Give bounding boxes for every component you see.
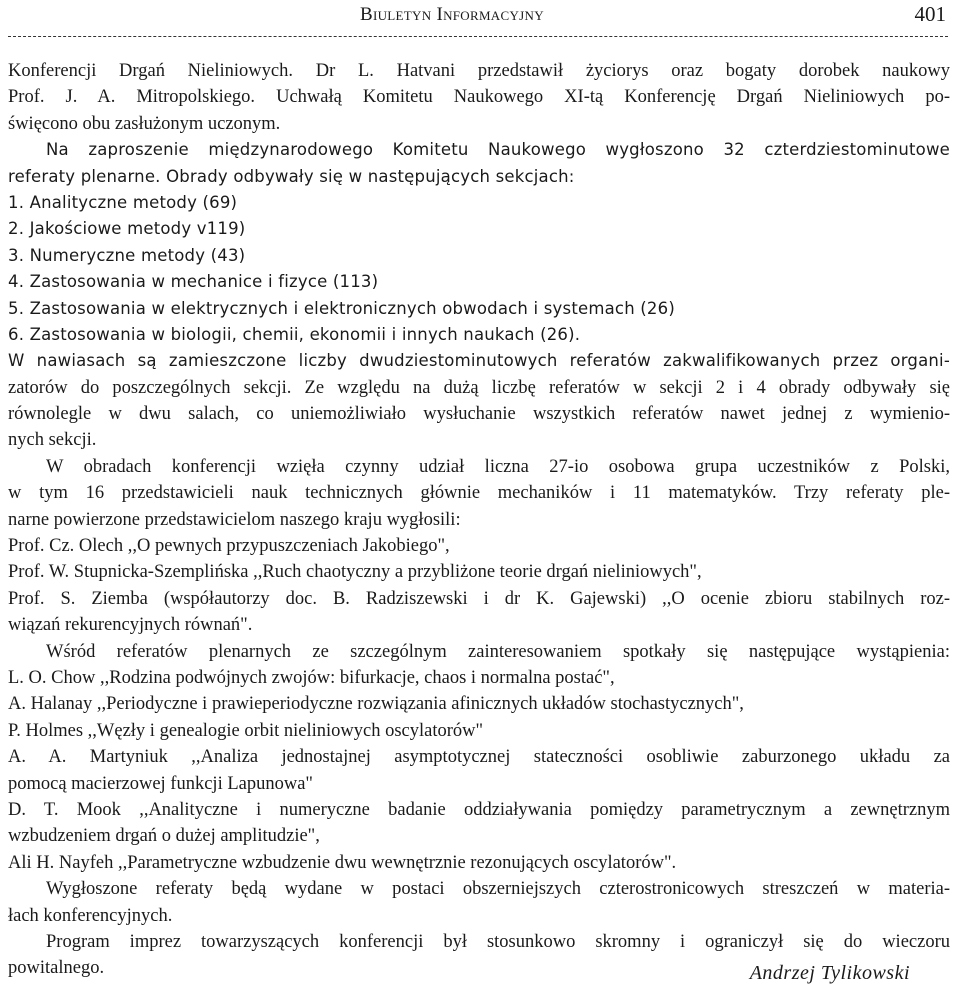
article-body xyxy=(8,58,950,982)
text-line: wiązań rekurencyjnych równań". xyxy=(8,615,253,636)
section-list-item: 5. Zastosowania w elektrycznych i elektronicznych obwodach i systemach (26) xyxy=(8,298,675,318)
text-line: Prof. J. A. Mitropolskiego. Uchwałą Komitetu Naukowego XI-tą Konferencję Drgań Nieliniowych po- xyxy=(8,87,950,108)
section-list-item: 4. Zastosowania w mechanice i fizyce (113) xyxy=(8,272,379,292)
plenary-talk-item: Prof. W. Stupnicka-Szemplińska ,,Ruch chaotyczny a przybliżone teorie drgań nieliniowych", xyxy=(8,562,702,583)
text-line: w tym 16 przedstawicieli nauk technicznych głównie mechaników i 11 matematyków. Trzy referaty ple- xyxy=(8,483,950,504)
featured-talk-item: D. T. Mook ,,Analityczne i numeryczne badanie oddziaływania pomiędzy parametrycznym a zewnętrznym xyxy=(8,799,950,820)
text-line: referaty plenarne. Obrady odbywały się w następujących sekcjach: xyxy=(8,166,575,186)
text-line: Na zaproszenie międzynarodowego Komitetu Naukowego wygłoszono 32 czterdziestominutowe xyxy=(46,140,950,160)
header-divider xyxy=(8,36,948,37)
page-number: 401 xyxy=(914,2,946,26)
featured-talk-item: Ali H. Nayfeh ,,Parametryczne wzbudzenie dwu wewnętrznie rezonujących oscylatorów". xyxy=(8,852,677,873)
text-line: W nawiasach są zamieszczone liczby dwudziestominutowych referatów zakwalifikowanych przez organi- xyxy=(8,351,950,371)
text-line: W obradach konferencji wzięła czynny udział liczna 27-io osobowa grupa uczestników z Polski, xyxy=(46,456,950,477)
featured-talk-item: L. O. Chow ,,Rodzina podwójnych zwojów: bifurkacje, chaos i normalna postać", xyxy=(8,667,615,688)
text-line: wzbudzeniem drgań o dużej amplitudzie", xyxy=(8,826,320,847)
journal-title: Biuletyn Informacyjny xyxy=(360,4,544,25)
featured-talk-item: A. A. Martyniuk ,,Analiza jednostajnej asymptotycznej stateczności osobliwie zaburzonego układu za xyxy=(8,747,950,768)
page-header xyxy=(0,0,960,40)
section-list-item: 1. Analityczne metody (69) xyxy=(8,192,238,212)
text-line: powitalnego. xyxy=(8,958,105,979)
text-line: święcono obu zasłużonym uczonym. xyxy=(8,113,281,134)
featured-talk-item: A. Halanay ,,Periodyczne i prawieperiodyczne rozwiązania afinicznych układów stochastycznych", xyxy=(8,694,744,715)
text-line: Wygłoszone referaty będą wydane w postaci obszerniejszych czterostronicowych streszczeń w materia- xyxy=(46,879,950,900)
text-line: Program imprez towarzyszących konferencji był stosunkowo skromny i ograniczył się do wieczoru xyxy=(46,931,950,952)
text-line: nych sekcji. xyxy=(8,430,97,451)
plenary-talk-item: Prof. Cz. Olech ,,O pewnych przypuszczeniach Jakobiego", xyxy=(8,536,450,557)
section-list-item: 2. Jakościowe metody v119) xyxy=(8,219,246,239)
text-line: Wśród referatów plenarnych ze szczególnym zainteresowaniem spotkały się następujące wystąpienia: xyxy=(46,641,950,662)
text-line: Konferencji Drgań Nieliniowych. Dr L. Hatvani przedstawił życiorys oraz bogaty dorobek naukowy xyxy=(8,61,950,81)
text-line: narne powierzone przedstawicielom naszego kraju wygłosili: xyxy=(8,509,461,530)
text-line: łach konferencyjnych. xyxy=(8,905,173,926)
text-line: równolegle w dwu salach, co uniemożliwiało wysłuchanie wszystkich referatów nawet jednej z wymienio- xyxy=(8,404,950,425)
section-list-item: 6. Zastosowania w biologii, chemii, ekonomii i innych naukach (26). xyxy=(8,324,581,344)
featured-talk-item: P. Holmes ,,Węzły i genealogie orbit nieliniowych oscylatorów" xyxy=(8,720,484,741)
section-list-item: 3. Numeryczne metody (43) xyxy=(8,245,246,265)
text-line: zatorów do poszczególnych sekcji. Ze względu na dużą liczbę referatów w sekcji 2 i 4 obrady odbywały się xyxy=(8,377,950,398)
author-signature: Andrzej Tylikowski xyxy=(749,962,910,984)
text-line: pomocą macierzowej funkcji Lapunowa" xyxy=(8,773,313,794)
plenary-talk-item: Prof. S. Ziemba (współautorzy doc. B. Radziszewski i dr K. Gajewski) ,,O ocenie zbioru stabilnych roz- xyxy=(8,588,950,609)
